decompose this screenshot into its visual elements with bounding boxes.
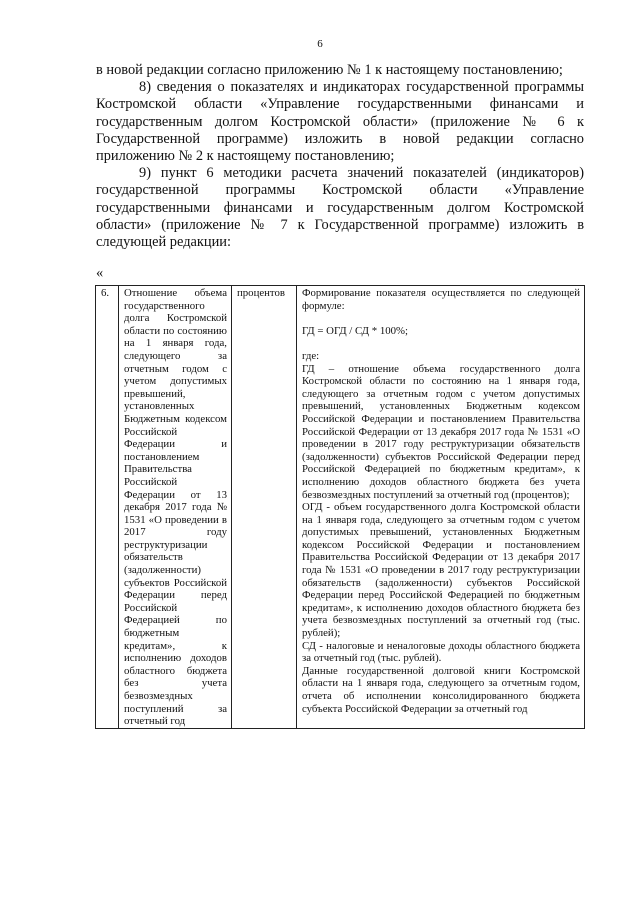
formula-intro: Формирование показателя осуществляется по следующей формуле:	[302, 287, 580, 312]
definition-gd: ГД – отношение объема государственного долга Костромской области по состоянию на 1 января года, следующего за отчетным годом с учетом допустимых превышений, установленных Бюджетным кодексом Российской Федерации и постановлением Правительства Российской Федерации от 13 декабря 2017 года № 1531 «О проведении в 2017 году реструктуризации обязательств (задолженности) субъектов Российской Федерации перед Российской Федерацией по бюджетным кредитам», к исполнению доходов областного бюджета без учета безвозмездных поступлений за отчетный год (процентов);	[302, 362, 580, 501]
table-row	[96, 286, 585, 729]
unit-cell: процентов	[232, 286, 297, 729]
row-number-cell: 6.	[96, 286, 119, 729]
intro-paragraph-1: в новой редакции согласно приложению № 1 к настоящему постановлению;	[96, 62, 563, 78]
formula: ГД = ОГД / СД * 100%;	[302, 324, 409, 337]
definition-sd: СД - налоговые и неналоговые доходы областного бюджета за отчетный год (тыс. рублей).	[302, 639, 580, 665]
opening-quote: «	[96, 265, 104, 281]
methodology-table	[95, 285, 585, 729]
intro-paragraph-2: 8) сведения о показателях и индикаторах государственной программы Костромской области «Управление государственными финансами и государственным долгом Костромской области» (приложение № 6 к Государственной программе) изложить в новой редакции согласно приложению № 2 к настоящему постановлению;	[96, 79, 584, 165]
intro-text	[96, 62, 584, 251]
page-number: 6	[317, 38, 323, 50]
formula-cell	[297, 286, 585, 729]
definition-ogd: ОГД - объем государственного долга Костромской области на 1 января года, следующего за отчетным годом с учетом допустимых превышений, установленных Бюджетным кодексом Российской Федерации и постановлением Правительства Российской Федерации от 13 декабря 2017 года № 1531 «О проведении в 2017 году реструктуризации обязательств (задолженности) субъектов Российской Федерации перед Российской Федерацией по бюджетным кредитам», к исполнению доходов областного бюджета без учета безвозмездных поступлений за отчетный год (тыс. рублей);	[302, 501, 580, 640]
intro-paragraph-3: 9) пункт 6 методики расчета значений показателей (индикаторов) государственной программы Костромской области «Управление государственными финансами и государственным долгом Костромской области» (приложение № 7 к Государственной программе) изложить в следующей редакции:	[96, 165, 584, 251]
data-source: Данные государственной долговой книги Костромской области на 1 января года, следующего за отчетным годом, отчета об исполнении консолидированного бюджета субъекта Российской Федерации за отчетный год	[302, 664, 580, 715]
indicator-name-cell: Отношение объема государственного долга Костромской области по состоянию на 1 января года, следующего за отчетным годом с учетом допустимых превышений, установленных Бюджетным кодексом Российской Федерации и постановлением Правительства Российской Федерации от 13 декабря 2017 года № 1531 «О проведении в 2017 году реструктуризации обязательств (задолженности) субъектов Российской Федерации перед Российской Федерацией по бюджетным кредитам», к исполнению доходов областного бюджета без учета безвозмездных поступлений за отчетный год	[119, 286, 232, 729]
formula-where: где:	[302, 349, 320, 362]
